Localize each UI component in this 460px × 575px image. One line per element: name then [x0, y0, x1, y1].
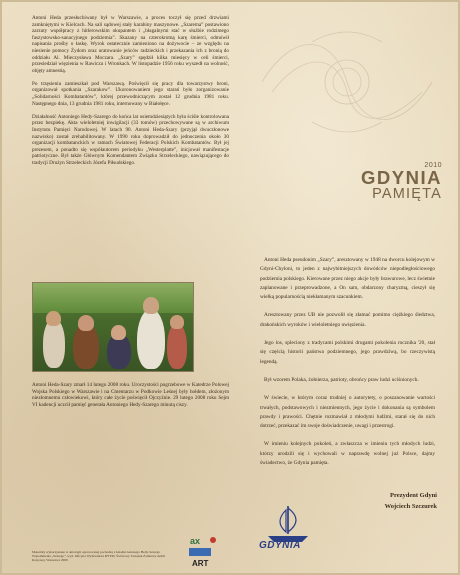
right-paragraph-6: W imieniu kolejnych pokoleń, a zwłaszcza w imieniu tych młodych ludzi, którzy urodzili się i wychowali w naprawdę wolnej już Polsce, dajmy świadectwo, że Gdynia pamięta.	[260, 441, 435, 467]
left-text-column	[32, 15, 229, 173]
brand-subtitle: PAMIĘTA	[372, 186, 442, 202]
right-paragraph-4: Był wzorem Polaka, żołnierza, patrioty, obrońcy praw ludzi uciśnionych.	[264, 376, 419, 383]
source-footnote: Materiały wykorzystane w antologii opracowanej pochodzą z książki Antonego Hedy-Szarego Wspomnienia „Szarego”, wyd. Oficyna Wydawnicza RYTM, Światowy Związek Żołnierzy Armii Krajowej, Warszawa 2009	[32, 550, 166, 563]
right-paragraph-3: Jego los, spleciony z tradycami polskimi drugami pokolenia rocznika '20, stał się częścią historii państwa podziemnego, jego prawdziwą, bo rzeczywistą legendą.	[260, 340, 435, 365]
left-paragraph-1: Antoni Heda przesłuchiwany był w Warszawie, a proces toczył się przed drzwiami zamkniętymi w Kielcach. Na sali sądowej stały karabiny maszynowe. „Szarema” postawiono zarzuty współpracy z hitlerowskim okupantem i „błagalnymi stać w służbie rodzimego faszystowsko-sanacyjnego podziemia”. Skazany na czterokrotną karę śmierci, odmówił napisania prośby o łaskę. Wyrok ostatecznie zamieniono na dożywocie – ze względu na niesienie pomocy Żydom oraz uratowanie jeńców radzieckich i przekazania ich z bronią do oddziału Al. Mieczysława Moczara. „Szary” spędził kilka miesięcy w celi śmierci, przesiedział więzienia w Rawiczu i Wronkach. W listopadzie 1956 roku wyszedł na wolność, objęty amnestią.	[32, 15, 229, 74]
signature-name: Wojciech Szczurek	[384, 503, 437, 510]
bottom-left-paragraph: Antoni Heda-Szary zmarł 14 lutego 2008 roku. Uroczystości pogrzebowe w Katedrze Polowej Wojska Polskiego w Warszawie i na Cmentarzu w Podkowie Leśnej były hołdem, złożonym niezłomnemu człowiekowi, który całe życie poświęcił Ojczyźnie. 29 lutego 2008 roku Sejm VI kadencji uczcił pamięć generała Antoniego Hedy-Szarego minutą ciszy.	[32, 382, 229, 408]
family-photo	[32, 282, 194, 372]
publisher-logos	[180, 534, 220, 570]
publisher-mark-1: ax	[190, 536, 201, 546]
right-paragraph-5: W świecie, w którym coraz trudniej o autorytety, o poszanowanie wartości trwałych, podstawowych i niezmiennych, jego życie i dokonania są symbolem prawdy i prawości. Chętnie rozmawiał z młodymi ludźmi, starał się do nich dotrzeć, przekazać im swoje doświadczenie, uwagi i przestrogi.	[260, 395, 435, 430]
decorative-ornament	[252, 22, 442, 142]
publisher-mark-2: ART	[192, 559, 209, 568]
gdynia-ship-logo-icon	[260, 502, 316, 544]
brand-year: 2010	[424, 162, 442, 169]
signature-role: Prezydent Gdyni	[389, 492, 437, 499]
right-paragraph-2: Aresztowany przez UB nie pozwolił się złamać pomimo ciężkiego śledztwa, drakońskich wyroków i wieloletniego uwięzienia.	[260, 312, 435, 328]
brand-title: GDYNIA	[361, 167, 442, 188]
right-paragraph-1: Antoni Heda pseudonim „Szary”, aresztowany w 1948 na dworcu kolejowym w Gdyni-Chyloni, to jeden z najwybitniejszych dowódców niepodległościowego podziemia polskiego. Kierowane przez niego akcje były brawurowe, lecz świetnie zaplanowane i przeprowadzone, a On sam, obdarzony charyzmą, cieszył się wielką popularnością niekłamanym szacunkiem.	[260, 257, 435, 301]
signature-block	[332, 490, 437, 512]
gdynia-wordmark: GDYNIA	[259, 540, 301, 551]
right-text-column	[260, 256, 435, 477]
bottom-left-text	[32, 382, 229, 408]
left-paragraph-3: Działalność Antoniego Hedy-Szarego do końca lat osiemdziesiątych była ściśle kontrolowana przez bezpiekę. Akta wieloletniej inwigilacji (33 tomów) przechowywane są w archiwum Instytutu Pamięci Narodowej. W latach 90. Antoni Heda-Szary (przyjął dwuczłonowe nazwisko) został zrehabilitowany. W 1990 roku doprowadził do jednoczenia około 30 organizacji kombatanckich w ramach Światowej Federacji Polskich Kombatantów. Był jej prezesem, a ponadto się współautorem periodyku „Westerplatte”, inicjował manifestacje patriotyczne. Był także Głównym Komendantem Związku Strzeleckiego, nawiązującego do tradycji Drużyn Strzeleckich Józefa Piłsudskiego.	[32, 113, 229, 166]
gdynia-pamieta-brand	[330, 162, 442, 201]
left-paragraph-2: Po trzęsieniu zamieszkał pod Warszawą. Poświęcił się pracy dla towarzystwy broni, organizował spotkania „Szarakow”. Ukoronowaniem jego starań było zorganizowanie „Solidarności Kombatantów”, której przewodniczącym został 12 grudnia 1981 roku. Następnego dnia, 13 grudnia 1981 roku, internowany w Białołęce.	[32, 80, 229, 107]
